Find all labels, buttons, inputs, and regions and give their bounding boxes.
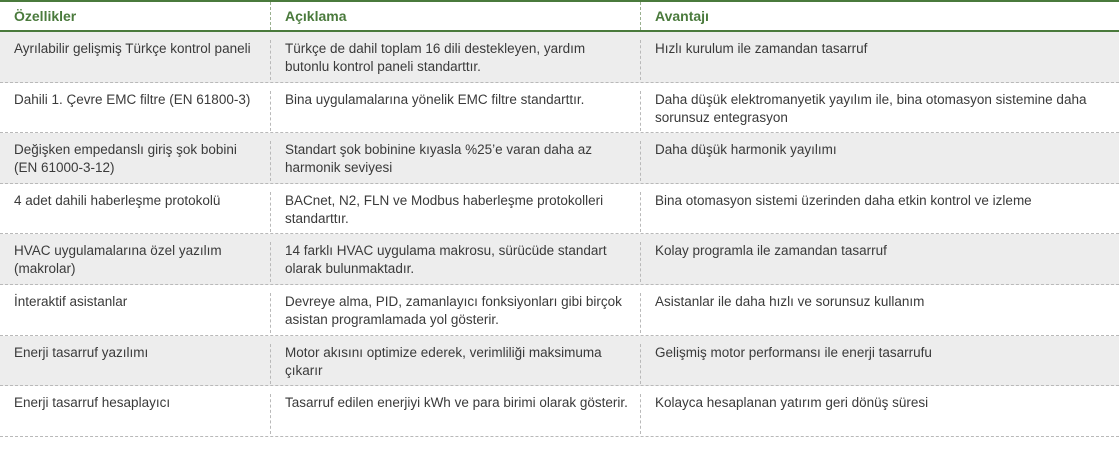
description-cell: Tasarruf edilen enerjiyi kWh ve para birimi olarak gösterir. [271,394,641,434]
header-features: Özellikler [0,2,271,30]
feature-cell: İnteraktif asistanlar [0,293,271,333]
header-advantage: Avantajı [655,8,709,24]
advantage-cell: Hızlı kurulum ile zamandan tasarruf [655,41,868,56]
advantage-cell: Gelişmiş motor performansı ile enerji tasarrufu [655,344,932,360]
table-row [0,336,1119,387]
table-header [0,0,1119,32]
description-cell: 14 farklı HVAC uygulama makrosu, sürücüde standart olarak bulunmaktadır. [271,242,641,282]
description-cell: Türkçe de dahil toplam 16 dili destekleyen, yardım butonlu kontrol paneli standarttır. [271,40,641,80]
table-row [0,184,1119,235]
table-row [0,386,1119,437]
advantage-cell: Daha düşük elektromanyetik yayılım ile, bina otomasyon sistemine daha sorunsuz entegrasyon [655,91,1087,125]
description-cell: BACnet, N2, FLN ve Modbus haberleşme protokolleri standarttır. [271,192,641,232]
feature-cell: HVAC uygulamalarına özel yazılım (makrolar) [0,242,271,282]
table-row [0,32,1119,83]
advantage-cell: Daha düşük harmonik yayılımı [655,142,837,158]
advantage-cell: Bina otomasyon sistemi üzerinden daha etkin kontrol ve izleme [655,192,1032,208]
header-description: Açıklama [271,2,641,30]
feature-cell: Dahili 1. Çevre EMC filtre (EN 61800-3) [0,91,271,131]
advantage-cell: Kolayca hesaplanan yatırım geri dönüş süresi [655,395,929,411]
description-cell: Standart şok bobinine kıyasla %25’e varan daha az harmonik seviyesi [271,141,641,181]
table-row [0,285,1119,336]
advantage-cell: Asistanlar ile daha hızlı ve sorunsuz kullanım [655,293,925,309]
feature-cell: Enerji tasarruf yazılımı [0,344,271,384]
table-row [0,133,1119,184]
feature-cell: Değişken empedanslı giriş şok bobini (EN 61000-3-12) [0,141,271,181]
advantage-cell: Kolay programla ile zamandan tasarruf [655,243,887,259]
table-row [0,234,1119,285]
description-cell: Bina uygulamalarına yönelik EMC filtre standarttır. [271,91,641,131]
feature-cell: Enerji tasarruf hesaplayıcı [0,394,271,434]
feature-cell: 4 adet dahili haberleşme protokolü [0,192,271,232]
description-cell: Devreye alma, PID, zamanlayıcı fonksiyonları gibi birçok asistan programlamada yol gösterir. [271,293,641,333]
table-row [0,83,1119,134]
feature-cell: Ayrılabilir gelişmiş Türkçe kontrol paneli [0,40,271,80]
description-cell: Motor akısını optimize ederek, verimliliği maksimuma çıkarır [271,344,641,384]
